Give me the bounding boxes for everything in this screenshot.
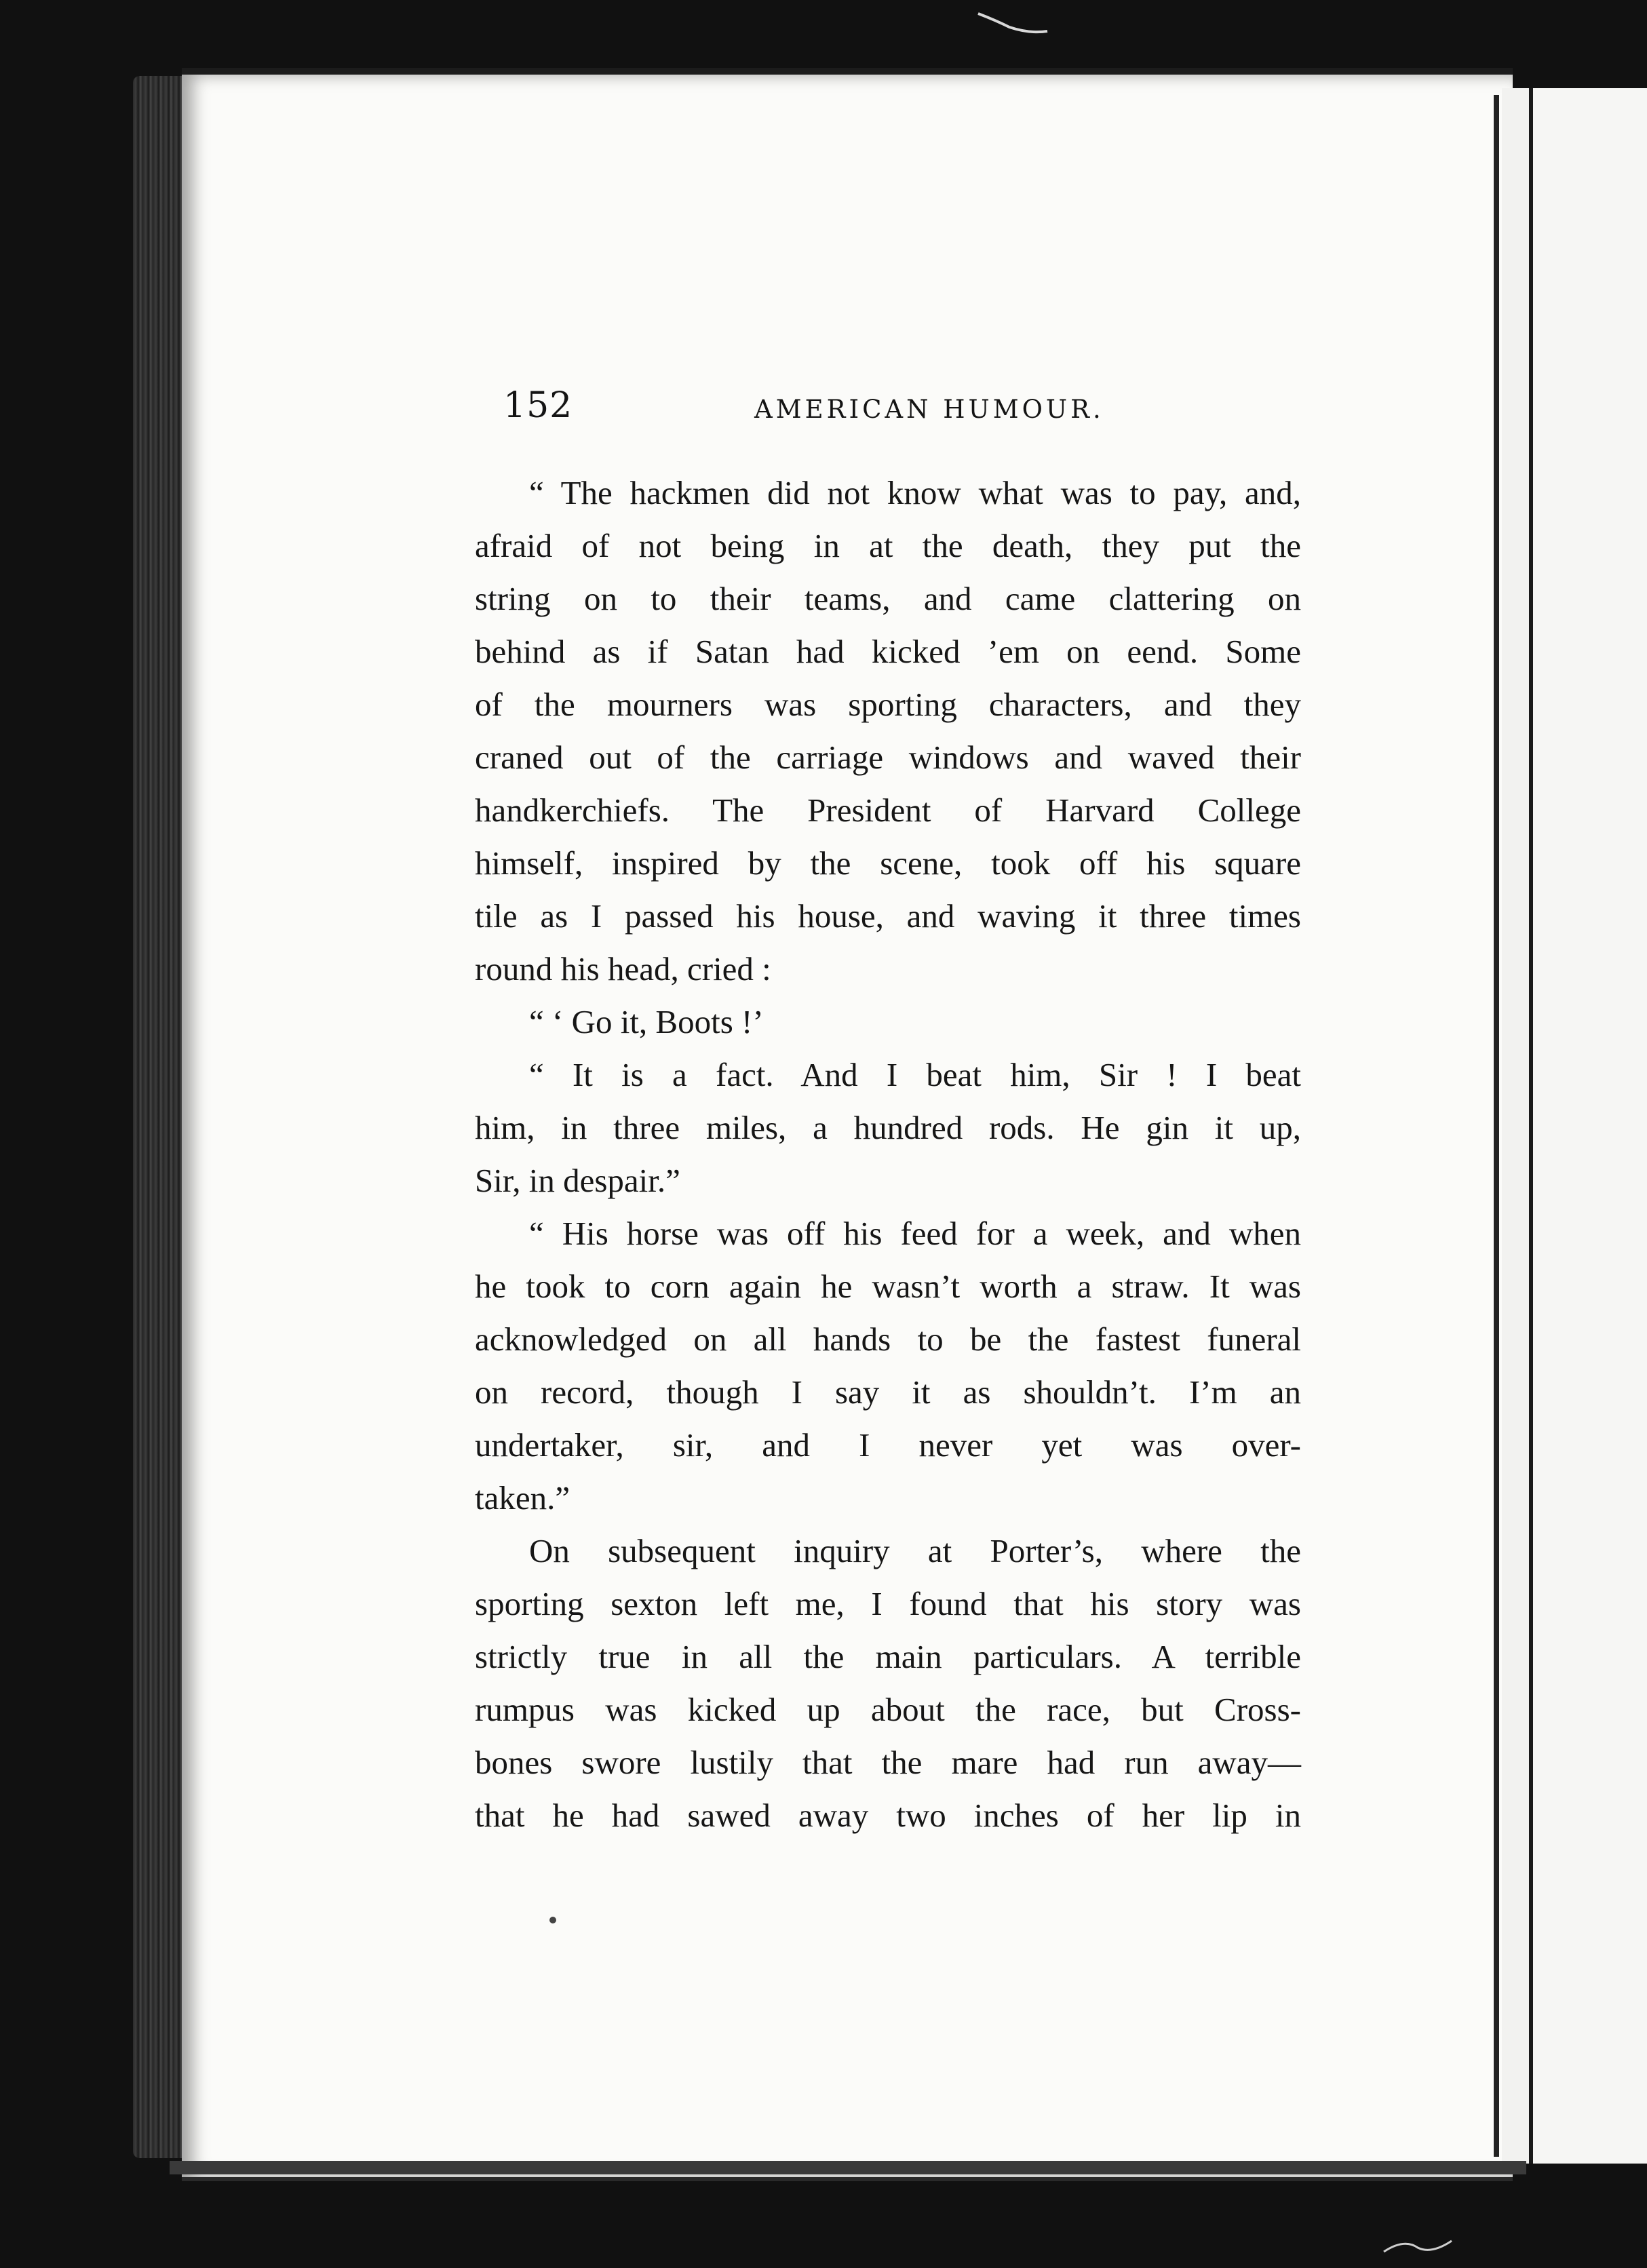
text-line: rumpus was kicked up about the race, but Cross- bbox=[475, 1691, 1301, 1728]
text-line: “ The hackmen did not know what was to pay, and, bbox=[529, 474, 1301, 511]
text-line: undertaker, sir, and I never yet was over- bbox=[475, 1426, 1301, 1464]
text-line: craned out of the carriage windows and waved their bbox=[475, 739, 1301, 776]
text-line: of the mourners was sporting characters, and they bbox=[475, 686, 1301, 723]
page-number: 152 bbox=[503, 385, 573, 426]
gutter-margin bbox=[1502, 88, 1529, 2164]
scan-artifact-mark bbox=[975, 7, 1050, 39]
stray-ink-dot bbox=[549, 1917, 556, 1923]
text-line: sporting sexton left me, I found that his story was bbox=[475, 1585, 1301, 1622]
text-line: acknowledged on all hands to be the fastest funeral bbox=[475, 1321, 1301, 1358]
text-line: himself, inspired by the scene, took off his square bbox=[475, 844, 1301, 882]
text-line: behind as if Satan had kicked ’em on eend. Some bbox=[475, 633, 1301, 670]
text-line: Sir, in despair.” bbox=[475, 1162, 680, 1199]
text-line: On subsequent inquiry at Porter’s, where the bbox=[529, 1532, 1301, 1569]
running-head bbox=[503, 385, 1311, 439]
text-line: taken.” bbox=[475, 1479, 570, 1517]
body-text bbox=[475, 467, 1301, 1842]
page-bottom-edge bbox=[170, 2161, 1526, 2174]
text-line: “ It is a fact. And I beat him, Sir ! I beat bbox=[529, 1056, 1301, 1093]
text-line: round his head, cried : bbox=[475, 950, 771, 988]
page-gutter-line bbox=[1494, 95, 1499, 2157]
text-line: him, in three miles, a hundred rods. He gin it up, bbox=[475, 1109, 1301, 1146]
text-line: handkerchiefs. The President of Harvard College bbox=[475, 791, 1301, 829]
text-line: that he had sawed away two inches of her lip in bbox=[475, 1797, 1301, 1834]
running-head-title: AMERICAN HUMOUR. bbox=[754, 395, 1104, 424]
text-line: bones swore lustily that the mare had run away— bbox=[475, 1744, 1301, 1781]
facing-page bbox=[1529, 88, 1647, 2164]
text-line: “ His horse was off his feed for a week, and when bbox=[529, 1215, 1301, 1252]
text-line: strictly true in all the main particulars. A terrible bbox=[475, 1638, 1301, 1675]
text-line: string on to their teams, and came clattering on bbox=[475, 580, 1301, 617]
text-line: “ ‘ Go it, Boots !’ bbox=[529, 1003, 764, 1040]
text-line: on record, though I say it as shouldn’t. I’m an bbox=[475, 1373, 1301, 1411]
text-line: afraid of not being in at the death, they put the bbox=[475, 527, 1301, 564]
scan-artifact-corner bbox=[1377, 2231, 1458, 2259]
text-line: tile as I passed his house, and waving it three times bbox=[475, 897, 1301, 935]
text-line: he took to corn again he wasn’t worth a straw. It was bbox=[475, 1268, 1301, 1305]
